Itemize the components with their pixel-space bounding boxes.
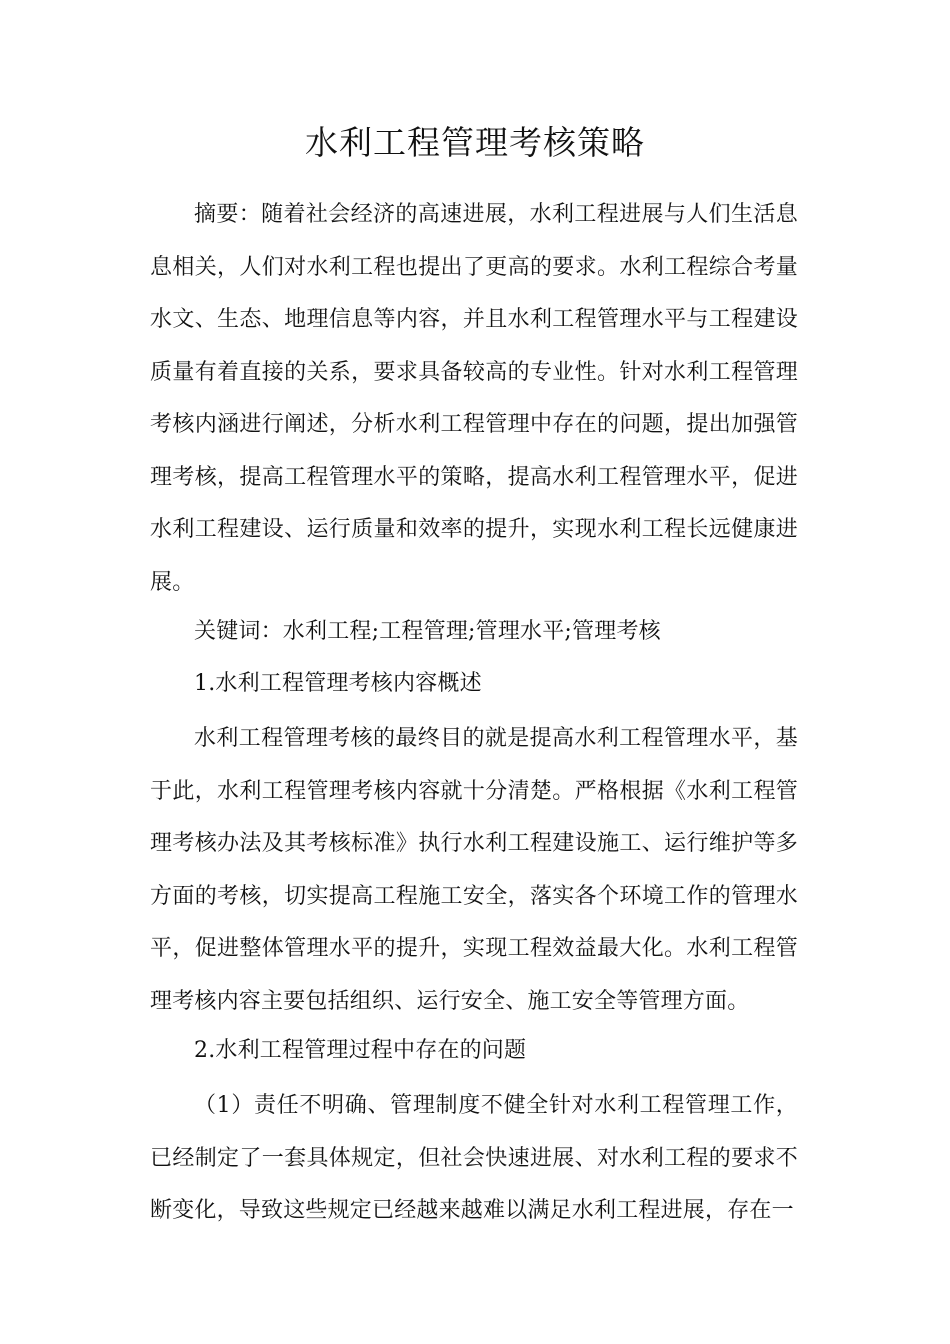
- abstract-paragraph: 摘要：随着社会经济的高速进展，水利工程进展与人们生活息息相关，人们对水利工程也提出了更高的要求。水利工程综合考量水文、生态、地理信息等内容，并且水利工程管理水平与工程建设质量有着直接的关系，要求具备较高的专业性。针对水利工程管理考核内涵进行阐述，分析水利工程管理中存在的问题，提出加强管理考核，提高工程管理水平的策略，提高水利工程管理水平，促进水利工程建设、运行质量和效率的提升，实现水利工程长远健康进展。: [150, 202, 798, 595]
- section-1-paragraph: 水利工程管理考核的最终目的就是提高水利工程管理水平，基于此，水利工程管理考核内容就十分清楚。严格根据《水利工程管理考核办法及其考核标准》执行水利工程建设施工、运行维护等多方面的考核，切实提高工程施工安全，落实各个环境工作的管理水平，促进整体管理水平的提升，实现工程效益最大化。水利工程管理考核内容主要包括组织、运行安全、施工安全等管理方面。: [150, 726, 798, 1014]
- section-2-heading: 2.水利工程管理过程中存在的问题: [194, 1038, 527, 1063]
- section-2-paragraph: （1）责任不明确、管理制度不健全针对水利工程管理工作，已经制定了一套具体规定，但社会快速进展、对水利工程的要求不断变化，导致这些规定已经越来越难以满足水利工程进展，存在一: [150, 1093, 798, 1223]
- document-title: 水利工程管理考核策略: [305, 123, 645, 162]
- section-1-heading: 1.水利工程管理考核内容概述: [194, 671, 482, 696]
- document-body: [150, 196, 798, 1238]
- keywords-line: 关键词：水利工程;工程管理;管理水平;管理考核: [194, 619, 661, 644]
